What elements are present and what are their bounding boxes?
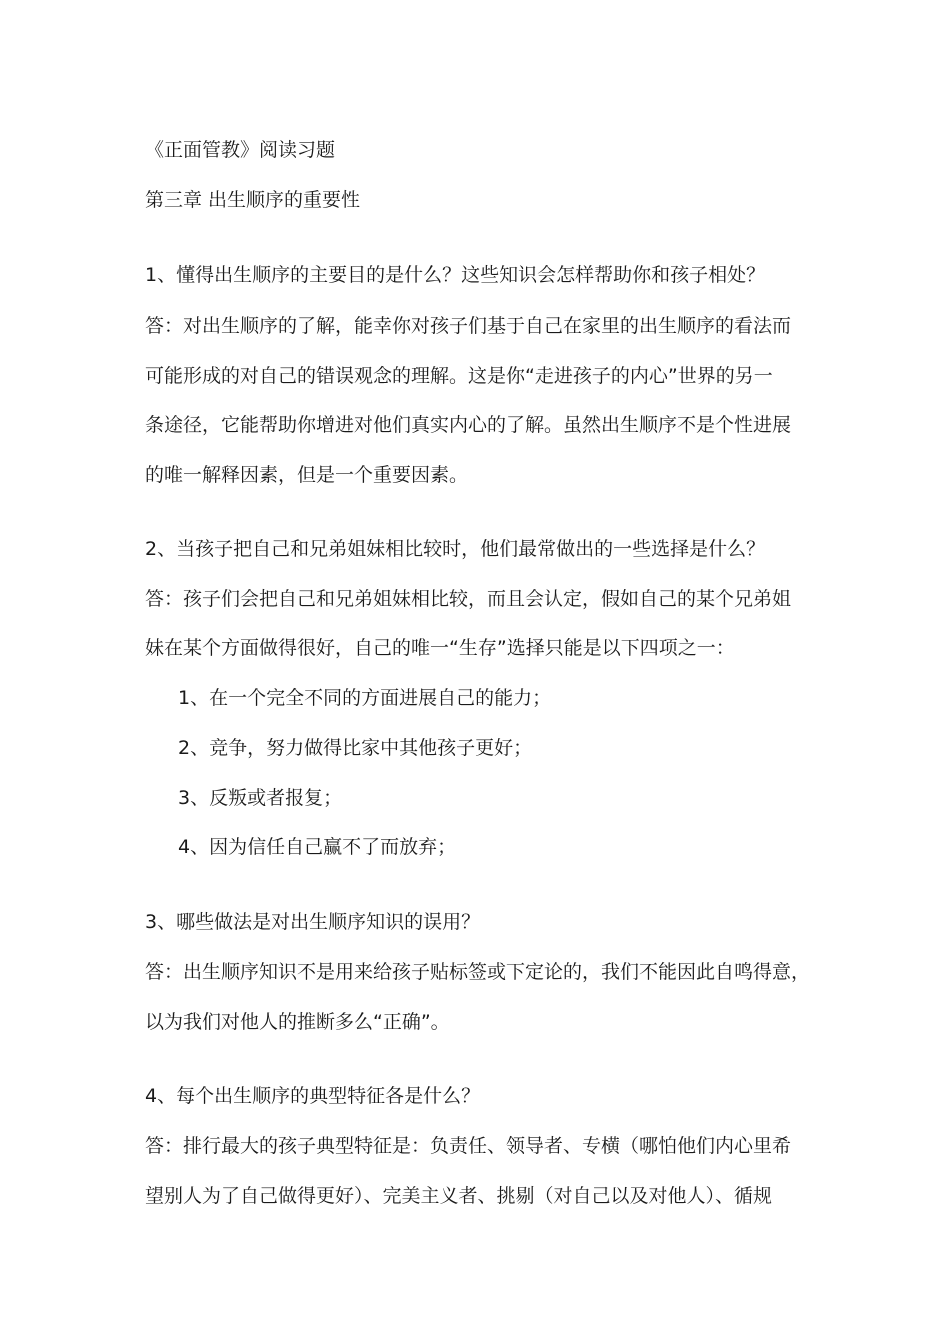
answer-2-line: 答：孩子们会把自己和兄弟姐妹相比较，而且会认定，假如自己的某个兄弟姐 (145, 588, 792, 610)
answer-3-line: 答：出生顺序知识不是用来给孩子贴标签或下定论的，我们不能因此自鸣得意， (145, 961, 811, 983)
answer-4-line: 望别人为了自己做得更好）、完美主义者、挑剔（对自己以及对他人）、循规 (145, 1185, 773, 1207)
answer-2-option: 2、竞争，努力做得比家中其他孩子更好； (178, 737, 533, 759)
document-title: 《正面管教》阅读习题 (145, 139, 336, 161)
question-4: 4、每个出生顺序的典型特征各是什么？ (145, 1085, 481, 1107)
chapter-heading: 第三章 出生顺序的重要性 (145, 189, 361, 211)
answer-1-line: 的唯一解释因素，但是一个重要因素。 (145, 464, 469, 486)
answer-1-line: 条途径，它能帮助你增进对他们真实内心的了解。虽然出生顺序不是个性进展 (145, 414, 792, 436)
answer-1-line: 可能形成的对自己的错误观念的理解。这是你“走进孩子的内心”世界的另一 (145, 365, 773, 387)
answer-2-option: 4、因为信任自己赢不了而放弃； (178, 836, 457, 858)
question-1: 1、懂得出生顺序的主要目的是什么？这些知识会怎样帮助你和孩子相处？ (145, 264, 766, 286)
question-2: 2、当孩子把自己和兄弟姐妹相比较时，他们最常做出的一些选择是什么？ (145, 538, 766, 560)
answer-4-line: 答：排行最大的孩子典型特征是：负责任、领导者、专横（哪怕他们内心里希 (145, 1135, 792, 1157)
answer-2-line: 妹在某个方面做得很好，自己的唯一“生存”选择只能是以下四项之一： (145, 637, 735, 659)
question-3: 3、哪些做法是对出生顺序知识的误用？ (145, 911, 481, 933)
answer-2-option: 1、在一个完全不同的方面进展自己的能力； (178, 687, 552, 709)
answer-1-line: 答：对出生顺序的了解，能幸你对孩子们基于自己在家里的出生顺序的看法而 (145, 315, 792, 337)
answer-3-line: 以为我们对他人的推断多么“正确”。 (145, 1011, 450, 1033)
answer-2-option: 3、反叛或者报复； (178, 787, 343, 809)
